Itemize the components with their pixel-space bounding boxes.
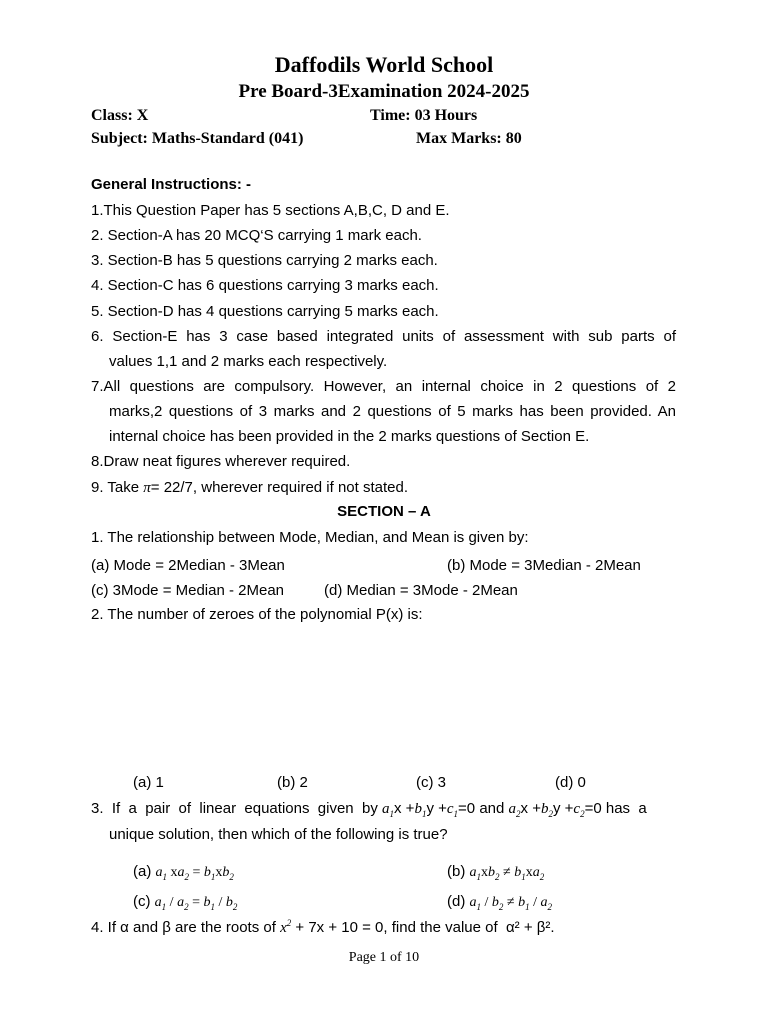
q3-option-b: (b) $a_1xb_2 \ne b_1xa_2$ bbox=[447, 863, 545, 882]
section-a-title: SECTION – A bbox=[337, 503, 431, 520]
exam-title: Pre Board-3Examination 2024-2025 bbox=[238, 81, 530, 102]
q1-option-b: (b) Mode = 3Median - 2Mean bbox=[447, 557, 641, 574]
question-1: 1. The relationship between Mode, Median, and Mean is given by: bbox=[91, 529, 529, 546]
question-3-line-1: 3. If a pair of linear equations given by $a_1x +b_1y +c_1=0$ and $a_2x +b_2y +c_2=0$ has a bbox=[91, 800, 647, 819]
q4-x-squared: $x^2$ bbox=[280, 918, 292, 936]
time-label: Time: 03 Hours bbox=[370, 107, 478, 124]
q2-option-d: (d) 0 bbox=[555, 774, 586, 791]
q2-option-c: (c) 3 bbox=[416, 774, 446, 791]
subject-label: Subject: Maths-Standard (041) bbox=[91, 130, 304, 147]
q3-equation-2: $a_2$ bbox=[508, 801, 521, 819]
q4-text-start: 4. If α and β are the roots of bbox=[91, 919, 281, 936]
instruction-4: 4. Section-C has 6 questions carrying 3 marks each. bbox=[91, 277, 439, 294]
instruction-7-cont: marks,2 questions of 3 marks and 2 questions of 5 marks has been provided. An bbox=[109, 403, 676, 420]
q3-option-c-label: (c) bbox=[133, 893, 151, 910]
q3-text-start: 3. If a pair of linear equations given by bbox=[91, 800, 382, 817]
q2-option-b: (b) 2 bbox=[277, 774, 308, 791]
q3-option-d: (d) $a_1 / b_2 \ne b_1 / a_2$ bbox=[447, 893, 552, 912]
q3-equation-1: $a_1$ bbox=[382, 801, 394, 819]
instruction-7-cont-2: internal choice has been provided in the 2 marks questions of Section E. bbox=[109, 428, 590, 445]
q3-text-end: has a bbox=[601, 800, 647, 817]
instruction-9 bbox=[91, 479, 408, 497]
instructions-heading: General Instructions: - bbox=[91, 176, 252, 193]
instruction-2: 2. Section-A has 20 MCQ‘S carrying 1 mark each. bbox=[91, 227, 422, 244]
instruction-1: 1.This Question Paper has 5 sections A,B,C, D and E. bbox=[91, 202, 450, 219]
page-number: Page 1 of 10 bbox=[348, 950, 420, 965]
instruction-9-start: 9. Take bbox=[91, 479, 144, 496]
instruction-3: 3. Section-B has 5 questions carrying 2 marks each. bbox=[91, 252, 438, 269]
q3-text-mid: and bbox=[475, 800, 509, 817]
q3-option-a: (a) $a_1$ $xa_2 = b_1xb_2$ bbox=[133, 863, 234, 882]
class-label: Class: X bbox=[91, 107, 149, 124]
pi-symbol: π bbox=[143, 480, 151, 496]
instruction-6-cont: values 1,1 and 2 marks each respectively. bbox=[109, 353, 388, 370]
q3-option-c: (c) $a_1 / a_2 = b_1 / b_2$ bbox=[133, 893, 238, 912]
q3-option-a-label: (a) bbox=[133, 863, 152, 880]
question-3-line-2: unique solution, then which of the following is true? bbox=[109, 826, 448, 843]
max-marks-label: Max Marks: 80 bbox=[416, 130, 522, 147]
question-4 bbox=[91, 918, 555, 937]
instruction-7: 7.All questions are compulsory. However, an internal choice in 2 questions of 2 bbox=[91, 378, 676, 395]
school-name: Daffodils World School bbox=[274, 52, 494, 77]
q1-option-c: (c) 3Mode = Median - 2Mean bbox=[91, 582, 285, 599]
instruction-5: 5. Section-D has 4 questions carrying 5 marks each. bbox=[91, 303, 439, 320]
q1-option-d: (d) Median = 3Mode - 2Mean bbox=[324, 582, 518, 599]
q4-text-end: + 7x + 10 = 0, find the value of α² + β². bbox=[291, 919, 555, 936]
q2-option-a: (a) 1 bbox=[133, 774, 164, 791]
question-2: 2. The number of zeroes of the polynomial P(x) is: bbox=[91, 606, 423, 623]
instruction-8: 8.Draw neat figures wherever required. bbox=[91, 453, 351, 470]
q3-option-d-label: (d) bbox=[447, 893, 466, 910]
instruction-9-end: = 22/7, wherever required if not stated. bbox=[150, 479, 409, 496]
instruction-6: 6. Section-E has 3 case based integrated units of assessment with sub parts of bbox=[91, 328, 676, 345]
q1-option-a: (a) Mode = 2Median - 3Mean bbox=[91, 557, 285, 574]
q3-option-b-label: (b) bbox=[447, 863, 466, 880]
